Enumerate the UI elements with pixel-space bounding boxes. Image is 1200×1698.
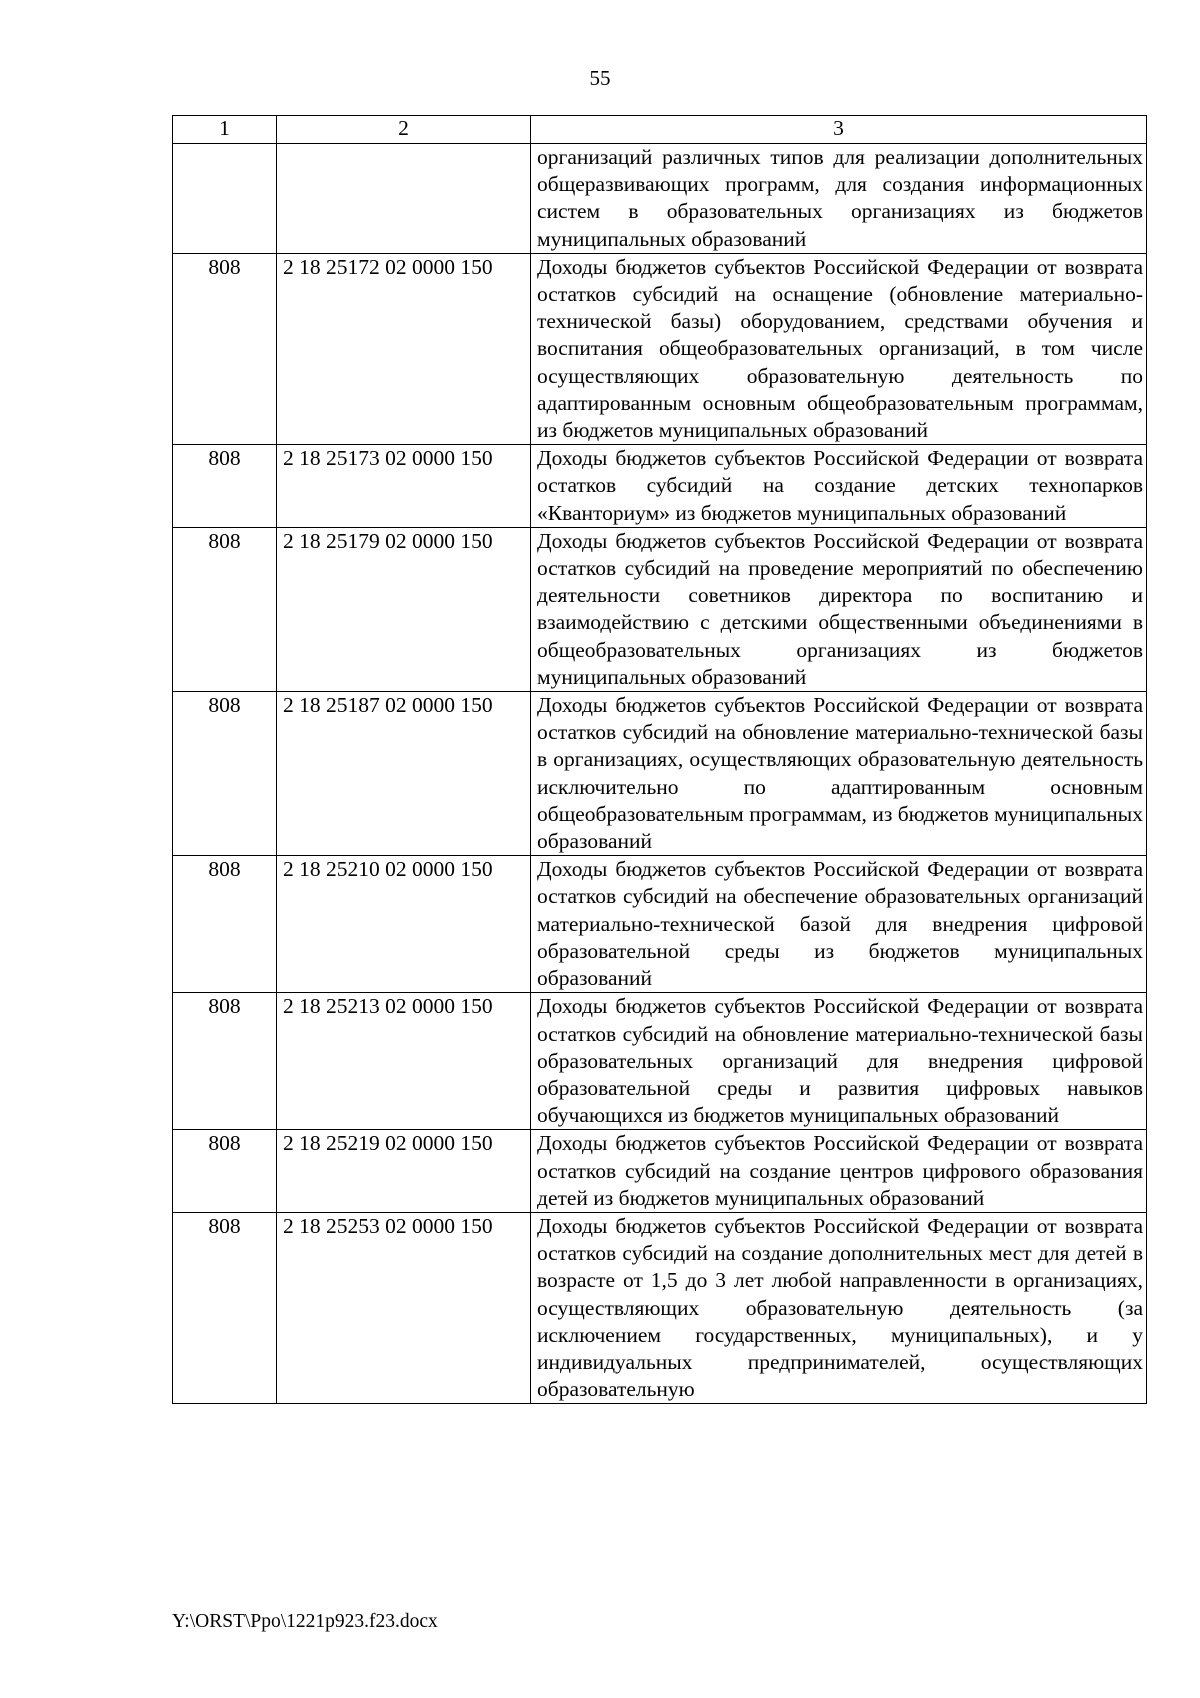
column-header-2: 2 xyxy=(277,116,531,144)
budget-code-cell xyxy=(277,144,531,254)
column-header-3: 3 xyxy=(531,116,1147,144)
budget-code-cell: 2 18 25173 02 0000 150 xyxy=(277,445,531,528)
admin-code-cell: 808 xyxy=(173,445,277,528)
description-cell: Доходы бюджетов субъектов Российской Федерации от возврата остатков субсидий на создание дополнительных мест для детей в возрасте от 1,5 до 3 лет любой направленности в организациях, осуществляющих образовательную деятельность (за исключением государственных, муниципальных), и у индивидуальных предпринимателей, осуществляющих образовательную xyxy=(531,1212,1147,1403)
table-row xyxy=(173,144,1147,254)
budget-code-cell: 2 18 25210 02 0000 150 xyxy=(277,856,531,993)
admin-code-cell: 808 xyxy=(173,1130,277,1213)
description-cell: Доходы бюджетов субъектов Российской Федерации от возврата остатков субсидий на обновление материально-технической базы в организациях, осуществляющих образовательную деятельность исключительно по адаптированным основным общеобразовательным программам, из бюджетов муниципальных образований xyxy=(531,692,1147,856)
page-number: 55 xyxy=(589,66,611,90)
description-cell: Доходы бюджетов субъектов Российской Федерации от возврата остатков субсидий на создание центров цифрового образования детей из бюджетов муниципальных образований xyxy=(531,1130,1147,1213)
table-row xyxy=(173,253,1147,444)
document-file-path: Y:\ORST\Ppo\1221p923.f23.docx xyxy=(172,1611,438,1632)
budget-code-cell: 2 18 25187 02 0000 150 xyxy=(277,692,531,856)
description-cell: Доходы бюджетов субъектов Российской Федерации от возврата остатков субсидий на проведение мероприятий по обеспечению деятельности советников директора по воспитанию и взаимодействию с детскими общественными объединениями в общеобразовательных организациях из бюджетов муниципальных образований xyxy=(531,527,1147,691)
budget-code-cell: 2 18 25172 02 0000 150 xyxy=(277,253,531,444)
description-cell: Доходы бюджетов субъектов Российской Федерации от возврата остатков субсидий на оснащение (обновление материально-технической базы) оборудованием, средствами обучения и воспитания общеобразовательных организаций, в том числе осуществляющих образовательную деятельность по адаптированным основным общеобразовательным программам, из бюджетов муниципальных образований xyxy=(531,253,1147,444)
budget-code-cell: 2 18 25219 02 0000 150 xyxy=(277,1130,531,1213)
description-cell: организаций различных типов для реализации дополнительных общеразвивающих программ, для создания информационных систем в образовательных организациях из бюджетов муниципальных образований xyxy=(531,144,1147,254)
column-header-1: 1 xyxy=(173,116,277,144)
table-header-row xyxy=(173,116,1147,144)
budget-code-cell: 2 18 25179 02 0000 150 xyxy=(277,527,531,691)
admin-code-cell: 808 xyxy=(173,856,277,993)
admin-code-cell: 808 xyxy=(173,253,277,444)
table-row xyxy=(173,445,1147,528)
table-row xyxy=(173,527,1147,691)
table-row xyxy=(173,993,1147,1130)
table-row xyxy=(173,1130,1147,1213)
admin-code-cell: 808 xyxy=(173,527,277,691)
table-row xyxy=(173,1212,1147,1403)
admin-code-cell: 808 xyxy=(173,993,277,1130)
budget-code-cell: 2 18 25213 02 0000 150 xyxy=(277,993,531,1130)
table-row xyxy=(173,856,1147,993)
admin-code-cell: 808 xyxy=(173,692,277,856)
admin-code-cell xyxy=(173,144,277,254)
budget-codes-table xyxy=(172,115,1147,1404)
admin-code-cell: 808 xyxy=(173,1212,277,1403)
description-cell: Доходы бюджетов субъектов Российской Федерации от возврата остатков субсидий на создание детских технопарков «Кванториум» из бюджетов муниципальных образований xyxy=(531,445,1147,528)
budget-code-cell: 2 18 25253 02 0000 150 xyxy=(277,1212,531,1403)
table-row xyxy=(173,692,1147,856)
description-cell: Доходы бюджетов субъектов Российской Федерации от возврата остатков субсидий на обновление материально-технической базы образовательных организаций для внедрения цифровой образовательной среды и развития цифровых навыков обучающихся из бюджетов муниципальных образований xyxy=(531,993,1147,1130)
description-cell: Доходы бюджетов субъектов Российской Федерации от возврата остатков субсидий на обеспечение образовательных организаций материально-технической базой для внедрения цифровой образовательной среды из бюджетов муниципальных образований xyxy=(531,856,1147,993)
